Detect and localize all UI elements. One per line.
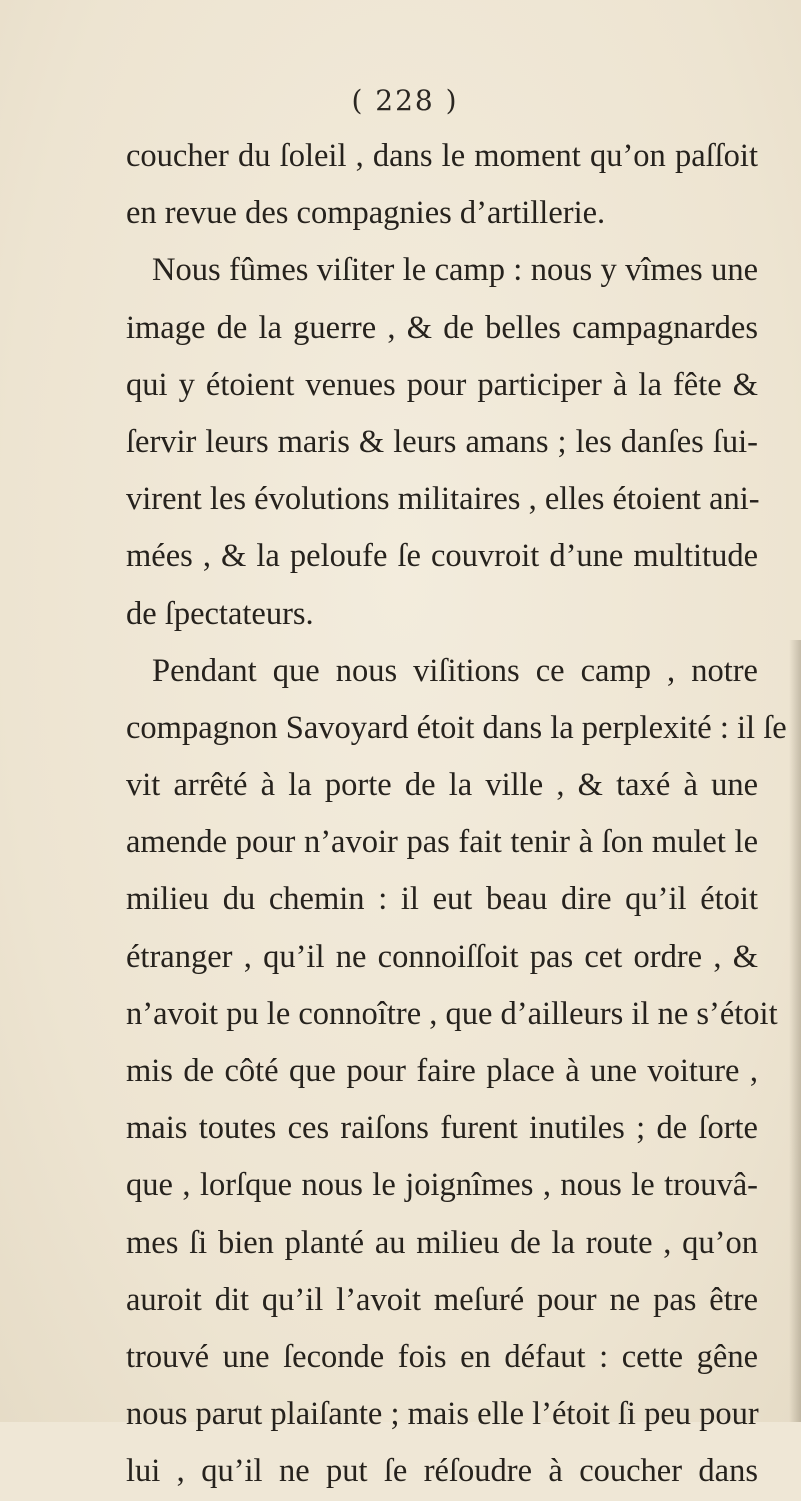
text-line: n’avoit pu le connoître , que d’ailleurs il ne s’étoit: [126, 995, 778, 1032]
text-line: ſervir leurs maris & leurs amans ; les danſes ſui-: [126, 423, 758, 460]
text-line: trouvé une ſeconde fois en défaut : cette gêne: [126, 1338, 758, 1375]
text-line: qui y étoient venues pour participer à la fête &: [126, 366, 758, 403]
text-line: mais toutes ces raiſons furent inutiles ; de ſorte: [126, 1110, 758, 1147]
text-line: auroit dit qu’il l’avoit meſuré pour ne pas être: [126, 1281, 758, 1318]
text-line: mes ſi bien planté au milieu de la route , qu’on: [126, 1224, 758, 1261]
text-line: mis de côté que pour faire place à une voiture ,: [126, 1053, 758, 1089]
text-line: que , lorſque nous le joignîmes , nous le trouvâ-: [126, 1167, 758, 1204]
text-line: amende pour n’avoir pas fait tenir à ſon mulet le: [126, 824, 758, 861]
text-line: image de la guerre , & de belles campagnardes: [126, 309, 758, 346]
text-line: compagnon Savoyard étoit dans la perplexité : il ſe: [126, 709, 787, 746]
text-line: étranger , qu’il ne connoiſſoit pas cet ordre , &: [126, 938, 758, 975]
text-line: mées , & la peloufe ſe couvroit d’une multitude: [126, 538, 758, 575]
text-line: virent les évolutions militaires , elles étoient ani-: [126, 481, 760, 518]
text-line: de ſpectateurs.: [126, 595, 314, 632]
text-line: Pendant que nous viſitions ce camp , notre: [152, 652, 758, 689]
text-line: coucher du ſoleil , dans le moment qu’on paſſoit: [126, 138, 758, 174]
page-gutter-shadow: [789, 640, 801, 1422]
text-line: en revue des compagnies d’artillerie.: [126, 195, 606, 232]
page-number: ( 228 ): [351, 84, 459, 117]
text-line: Nous fûmes viſiter le camp : nous y vîmes une: [152, 252, 758, 289]
text-line: milieu du chemin : il eut beau dire qu’il étoit: [126, 881, 758, 918]
text-line: lui , qu’il ne put ſe réſoudre à coucher dans: [126, 1453, 758, 1490]
body-text: [126, 128, 787, 1501]
text-line: vit arrêté à la porte de la ville , & taxé à une: [126, 767, 758, 804]
text-line: nous parut plaiſante ; mais elle l’étoit ſi peu pour: [126, 1396, 759, 1433]
